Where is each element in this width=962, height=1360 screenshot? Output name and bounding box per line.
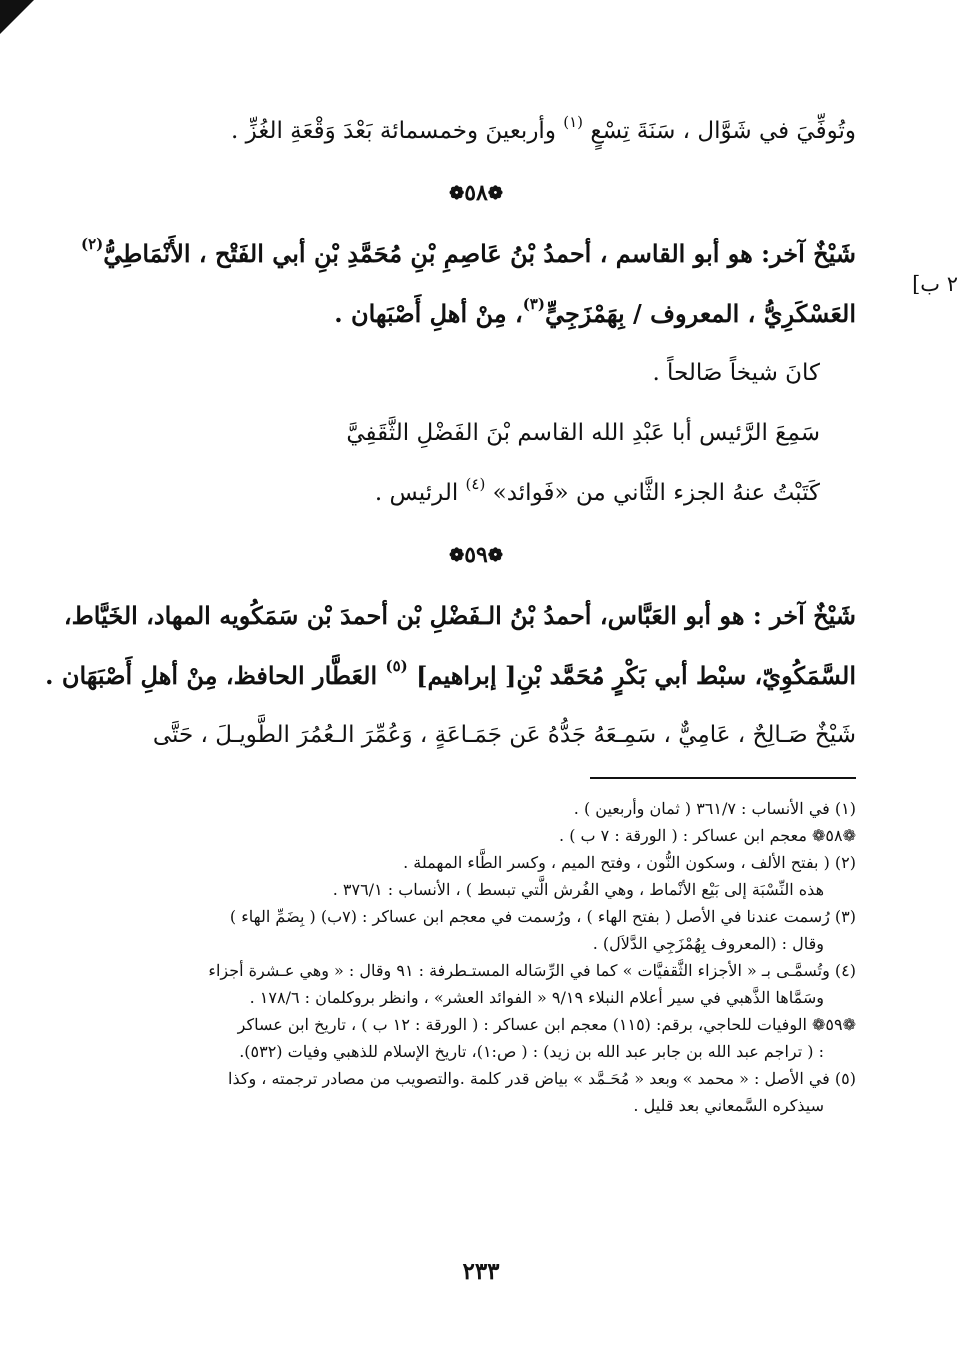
main-text <box>45 96 856 766</box>
body-text: شَيْخٌ صَـالِحٌ ، عَامِيٌّ ، سَمِـعَهُ جَدُّهُ عَن جَمَـاعَةٍ ، وَعُمِّرَ الـعُمُرَ الطَّويـلَ ، حَتَّى <box>152 722 856 749</box>
body-text: سَمِعَ الرَّئيس أبا عَبْدِ الله القاسم بْنَ الفَضْلِ الثَّقَفِيَّ <box>346 420 820 447</box>
ornament-icon: ❁ <box>487 544 503 566</box>
ornament-icon: ❁ <box>449 182 465 204</box>
footnote-line: ❁٥٨❁ معجم ابن عساكر : ( الورقة : ٧ ب ) . <box>559 826 856 845</box>
body-line <box>96 102 856 162</box>
footnote-divider <box>590 777 856 779</box>
footnote-line: وقال : (المعروف بِهُمْزَجِي الدَّلاَل) . <box>592 934 824 953</box>
body-text: وتُوفِّيَ في شَوَّال ، سَنَةَ تِسْعٍ <box>590 118 856 145</box>
footnote-line: (١) في الأنساب : ٣٦١/٧ ( ثمان وأربعين ) . <box>573 799 856 818</box>
body-line <box>63 586 856 646</box>
entry-heading-58 <box>96 162 856 224</box>
footnote-line: : ( تراجم عبد الله بن جابر عبد الله بن زيد) : ( ص:١)، تاريخ الإسلام للذهبي وفيات (٥٣٢). <box>239 1042 824 1061</box>
footnote-line: هذه النِّسْبَة إلى بَيْع الأنْماط ، وهي الفُرش الَّتي تبسط ) ، الأنساب : ٣٧٦/١ . <box>332 880 824 899</box>
body-text: الرئيس . <box>374 480 459 507</box>
body-line <box>96 284 856 344</box>
body-line <box>96 344 856 404</box>
footnote-line: (٤) وتُسمَّـى بـ « الأجزاء الثَّقفيَّات » كما في الرِّسَاله المستـطرفة : ٩١ وقال : « وهي عـشرة أجزاء <box>208 961 856 980</box>
footnote-line: ❁٥٩❁ الوفيات للحاجي، برقم: (١١٥) معجم ابن عساكر : ( الورقة : ١٢ ب ) ، تاريخ ابن عساكر <box>237 1015 856 1034</box>
footnote-line: وسَمَّاها الذَّهبي في سير أعلام النبلاء ٩/١٩ « الفوائد العشر» ، وانظر بروكلمان : ١٧٨/٦ . <box>249 988 824 1007</box>
footnote-line: (٢) ( بفتح الألف ، وسكون النُّون ، وفتح الميم ، وكسر الطَّاء المهملة . <box>403 853 856 872</box>
footnote-ref[interactable]: (٤) <box>465 475 486 494</box>
ornament-icon: ❁ <box>487 182 503 204</box>
body-line <box>96 706 856 766</box>
body-text: العَسْكَرِيُّ ، المعروف / بِهَمْزَجِيٍّ <box>544 299 856 329</box>
body-text: كانَ شيخاً صَالحاً . <box>652 360 820 387</box>
page-corner-mark <box>0 0 34 34</box>
footnote-ref[interactable]: (١) <box>563 113 584 132</box>
body-text: كَتَبْتُ عنهُ الجزء الثَّاني من «فَوائد» <box>492 480 820 507</box>
footnote-ref[interactable]: (٥) <box>385 657 408 676</box>
footnote-ref[interactable]: (٢) <box>80 235 104 254</box>
footnote-line: سيذكره السَّمعاني بعد قليل . <box>633 1096 824 1115</box>
footnote-line: (٣) رُسمت عندنا في الأصل ( بفتح الهاء ) ، ورُسمت في معجم ابن عساكر : (٧ب) ( بِضَمِّ الهاء ) <box>229 907 856 926</box>
body-text: شَيْخٌ آخر : هو أبو العَبَّاس، أحمدُ بْنُ الـفَضْلِ بْن أحمدَ بْن سَمَكُويه المهاد، الخَيَّاط، <box>63 601 856 631</box>
entry-number: ٥٨ <box>464 180 488 206</box>
entry-heading-59 <box>96 524 856 586</box>
margin-folio-note: ٢ ب] <box>912 272 958 296</box>
ornament-icon: ❁ <box>449 544 465 566</box>
page-number: ٢٣٣ <box>462 1258 500 1285</box>
body-text: شَيْخٌ آخر: هو أبو القاسم ، أحمدُ بْنُ عَاصِمِ بْنِ مُحَمَّدِ بْنِ أبي الفَتْح ، الأَنْمَاطِيُّ <box>103 239 856 269</box>
body-text: ، مِنْ أهلِ أَصْبَهان . <box>334 299 523 329</box>
body-line <box>96 464 856 524</box>
body-text: وأربعينَ وخمسمائة بَعْدَ وَقْعَةِ الغُزِّ . <box>231 118 556 145</box>
entry-number: ٥٩ <box>464 542 488 568</box>
body-line <box>45 646 856 706</box>
body-text: السَّمَكُوِيّ، سبْط أبي بَكْرٍ مُحَمَّد بْنِ[ إبراهيم] <box>416 661 856 691</box>
footnote-ref[interactable]: (٣) <box>522 295 545 314</box>
body-text: العَطَّار الحافظ، مِنْ أهلِ أَصْبَهَان . <box>45 661 378 691</box>
footnote-line: (٥) في الأصل : « محمد » وبعد « مُحَـمَّد » بياض قدر كلمة .والتصويب من مصادر ترجمته ، وكذا <box>228 1069 856 1088</box>
body-line <box>80 224 856 284</box>
footnotes <box>96 795 856 1119</box>
body-line <box>96 404 856 464</box>
